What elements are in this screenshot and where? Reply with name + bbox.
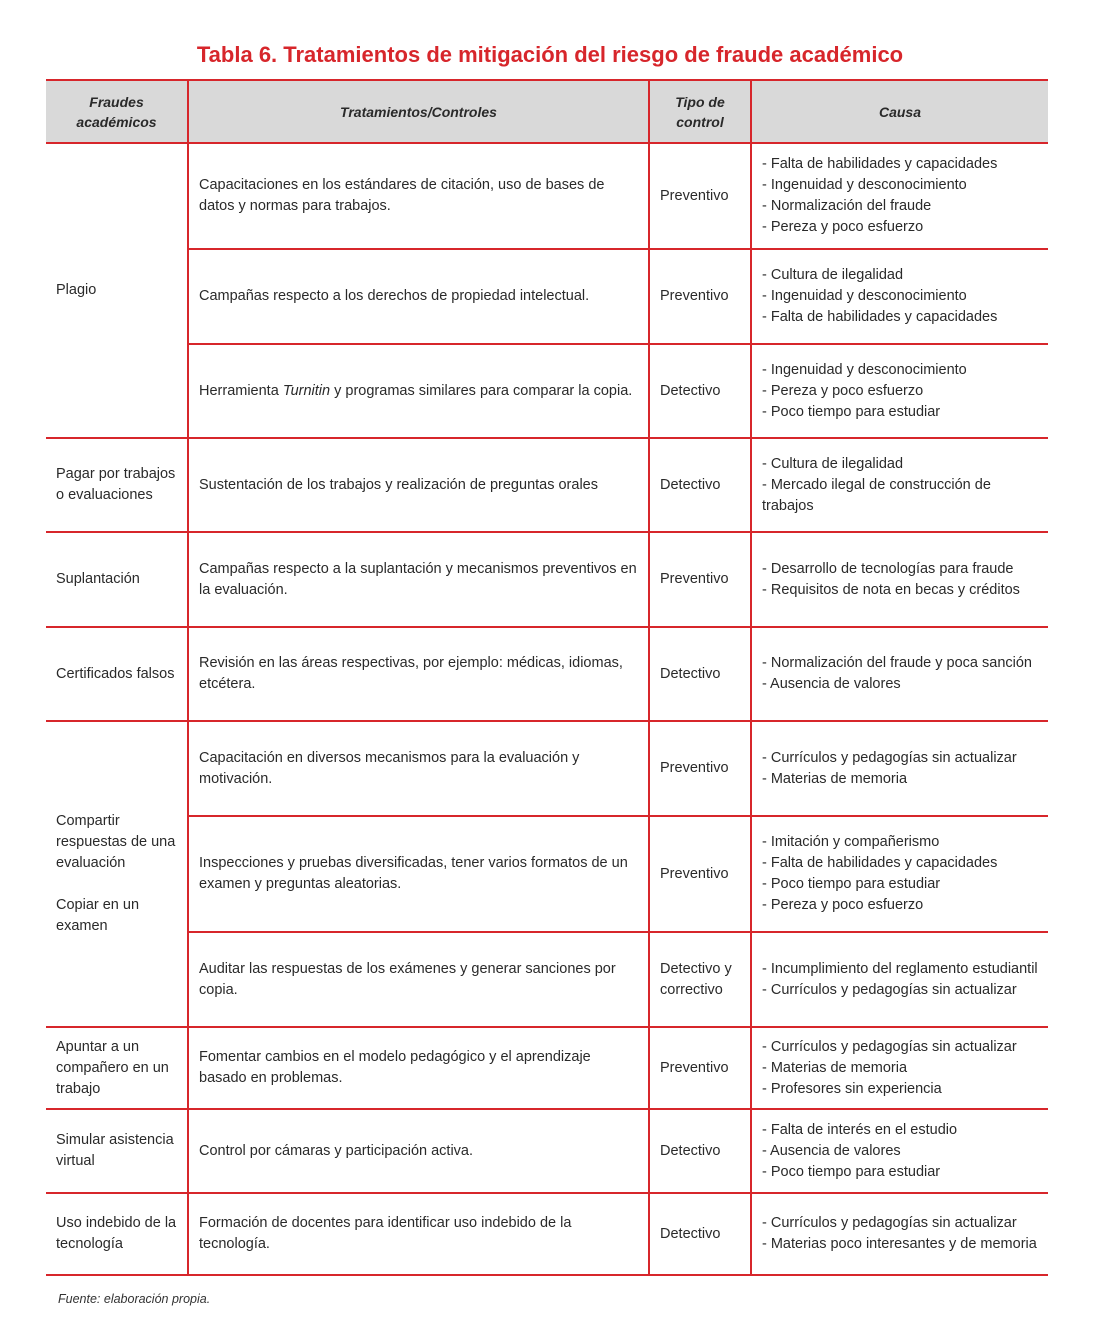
treatment-cell: Control por cámaras y participación activa. bbox=[188, 1109, 649, 1193]
cause-cell: - Falta de habilidades y capacidades - Ingenuidad y desconocimiento - Normalización del fraude - Pereza y poco esfuerzo bbox=[751, 143, 1048, 249]
table-row bbox=[46, 1193, 1048, 1275]
cause-cell: - Incumplimiento del reglamento estudiantil - Currículos y pedagogías sin actualizar bbox=[751, 932, 1048, 1027]
cause-cell: - Imitación y compañerismo - Falta de habilidades y capacidades - Poco tiempo para estudiar - Pereza y poco esfuerzo bbox=[751, 816, 1048, 932]
treatment-cell: Sustentación de los trabajos y realización de preguntas orales bbox=[188, 438, 649, 532]
mitigation-table bbox=[46, 79, 1048, 1276]
cause-cell: - Currículos y pedagogías sin actualizar - Materias de memoria - Profesores sin experiencia bbox=[751, 1027, 1048, 1109]
treatment-cell: Campañas respecto a los derechos de propiedad intelectual. bbox=[188, 249, 649, 344]
treatment-cell bbox=[188, 344, 649, 438]
control-type-cell: Preventivo bbox=[649, 1027, 751, 1109]
treatment-cell: Fomentar cambios en el modelo pedagógico y el aprendizaje basado en problemas. bbox=[188, 1027, 649, 1109]
cause-cell: - Cultura de ilegalidad - Ingenuidad y desconocimiento - Falta de habilidades y capacidades bbox=[751, 249, 1048, 344]
table-row bbox=[46, 344, 1048, 438]
treatment-text-post: y programas similares para comparar la copia. bbox=[330, 382, 633, 399]
header-control-type: Tipo de control bbox=[649, 80, 751, 143]
fraud-cell: Apuntar a un compañero en un trabajo bbox=[46, 1027, 188, 1109]
fraud-cell: Pagar por trabajos o evaluaciones bbox=[46, 438, 188, 532]
table-row bbox=[46, 1109, 1048, 1193]
control-type-cell: Preventivo bbox=[649, 532, 751, 627]
cause-cell: - Falta de interés en el estudio - Ausencia de valores - Poco tiempo para estudiar bbox=[751, 1109, 1048, 1193]
table-row bbox=[46, 438, 1048, 532]
header-treatment: Tratamientos/Controles bbox=[188, 80, 649, 143]
header-cause: Causa bbox=[751, 80, 1048, 143]
fraud-cell: Uso indebido de la tecnología bbox=[46, 1193, 188, 1275]
cause-cell: - Currículos y pedagogías sin actualizar - Materias poco interesantes y de memoria bbox=[751, 1193, 1048, 1275]
control-type-cell: Preventivo bbox=[649, 143, 751, 249]
treatment-cell: Revisión en las áreas respectivas, por ejemplo: médicas, idiomas, etcétera. bbox=[188, 627, 649, 721]
table-row bbox=[46, 249, 1048, 344]
cause-cell: - Currículos y pedagogías sin actualizar - Materias de memoria bbox=[751, 721, 1048, 816]
cause-cell: - Cultura de ilegalidad - Mercado ilegal de construcción de trabajos bbox=[751, 438, 1048, 532]
table-row bbox=[46, 627, 1048, 721]
header-fraud: Fraudes académicos bbox=[46, 80, 188, 143]
cause-cell: - Desarrollo de tecnologías para fraude - Requisitos de nota en becas y créditos bbox=[751, 532, 1048, 627]
treatment-cell: Inspecciones y pruebas diversificadas, tener varios formatos de un examen y preguntas aleatorias. bbox=[188, 816, 649, 932]
fraud-cell: Plagio bbox=[46, 143, 188, 438]
control-type-cell: Preventivo bbox=[649, 249, 751, 344]
table-row bbox=[46, 932, 1048, 1027]
fraud-cell: Compartir respuestas de una evaluación Copiar en un examen bbox=[46, 721, 188, 1027]
control-type-cell: Preventivo bbox=[649, 721, 751, 816]
control-type-cell: Detectivo bbox=[649, 1193, 751, 1275]
table-header-row bbox=[46, 80, 1048, 143]
table-row bbox=[46, 721, 1048, 816]
control-type-cell: Detectivo bbox=[649, 627, 751, 721]
cause-cell: - Ingenuidad y desconocimiento - Pereza y poco esfuerzo - Poco tiempo para estudiar bbox=[751, 344, 1048, 438]
table-row bbox=[46, 1027, 1048, 1109]
control-type-cell: Detectivo y correctivo bbox=[649, 932, 751, 1027]
treatment-cell: Campañas respecto a la suplantación y mecanismos preventivos en la evaluación. bbox=[188, 532, 649, 627]
control-type-cell: Preventivo bbox=[649, 816, 751, 932]
table-row bbox=[46, 143, 1048, 249]
table-title: Tabla 6. Tratamientos de mitigación del riesgo de fraude académico bbox=[196, 42, 904, 67]
treatment-text-pre: Herramienta bbox=[199, 382, 283, 399]
treatment-cell: Capacitación en diversos mecanismos para la evaluación y motivación. bbox=[188, 721, 649, 816]
control-type-cell: Detectivo bbox=[649, 438, 751, 532]
control-type-cell: Detectivo bbox=[649, 344, 751, 438]
fraud-cell: Suplantación bbox=[46, 532, 188, 627]
source-note: Fuente: elaboración propia. bbox=[58, 1292, 211, 1306]
turnitin-name: Turnitin bbox=[282, 382, 331, 399]
treatment-cell: Formación de docentes para identificar uso indebido de la tecnología. bbox=[188, 1193, 649, 1275]
table-row bbox=[46, 532, 1048, 627]
control-type-cell: Detectivo bbox=[649, 1109, 751, 1193]
fraud-cell: Certificados falsos bbox=[46, 627, 188, 721]
table-row bbox=[46, 816, 1048, 932]
fraud-cell: Simular asistencia virtual bbox=[46, 1109, 188, 1193]
treatment-cell: Capacitaciones en los estándares de citación, uso de bases de datos y normas para trabajos. bbox=[188, 143, 649, 249]
cause-cell: - Normalización del fraude y poca sanción - Ausencia de valores bbox=[751, 627, 1048, 721]
treatment-cell: Auditar las respuestas de los exámenes y generar sanciones por copia. bbox=[188, 932, 649, 1027]
